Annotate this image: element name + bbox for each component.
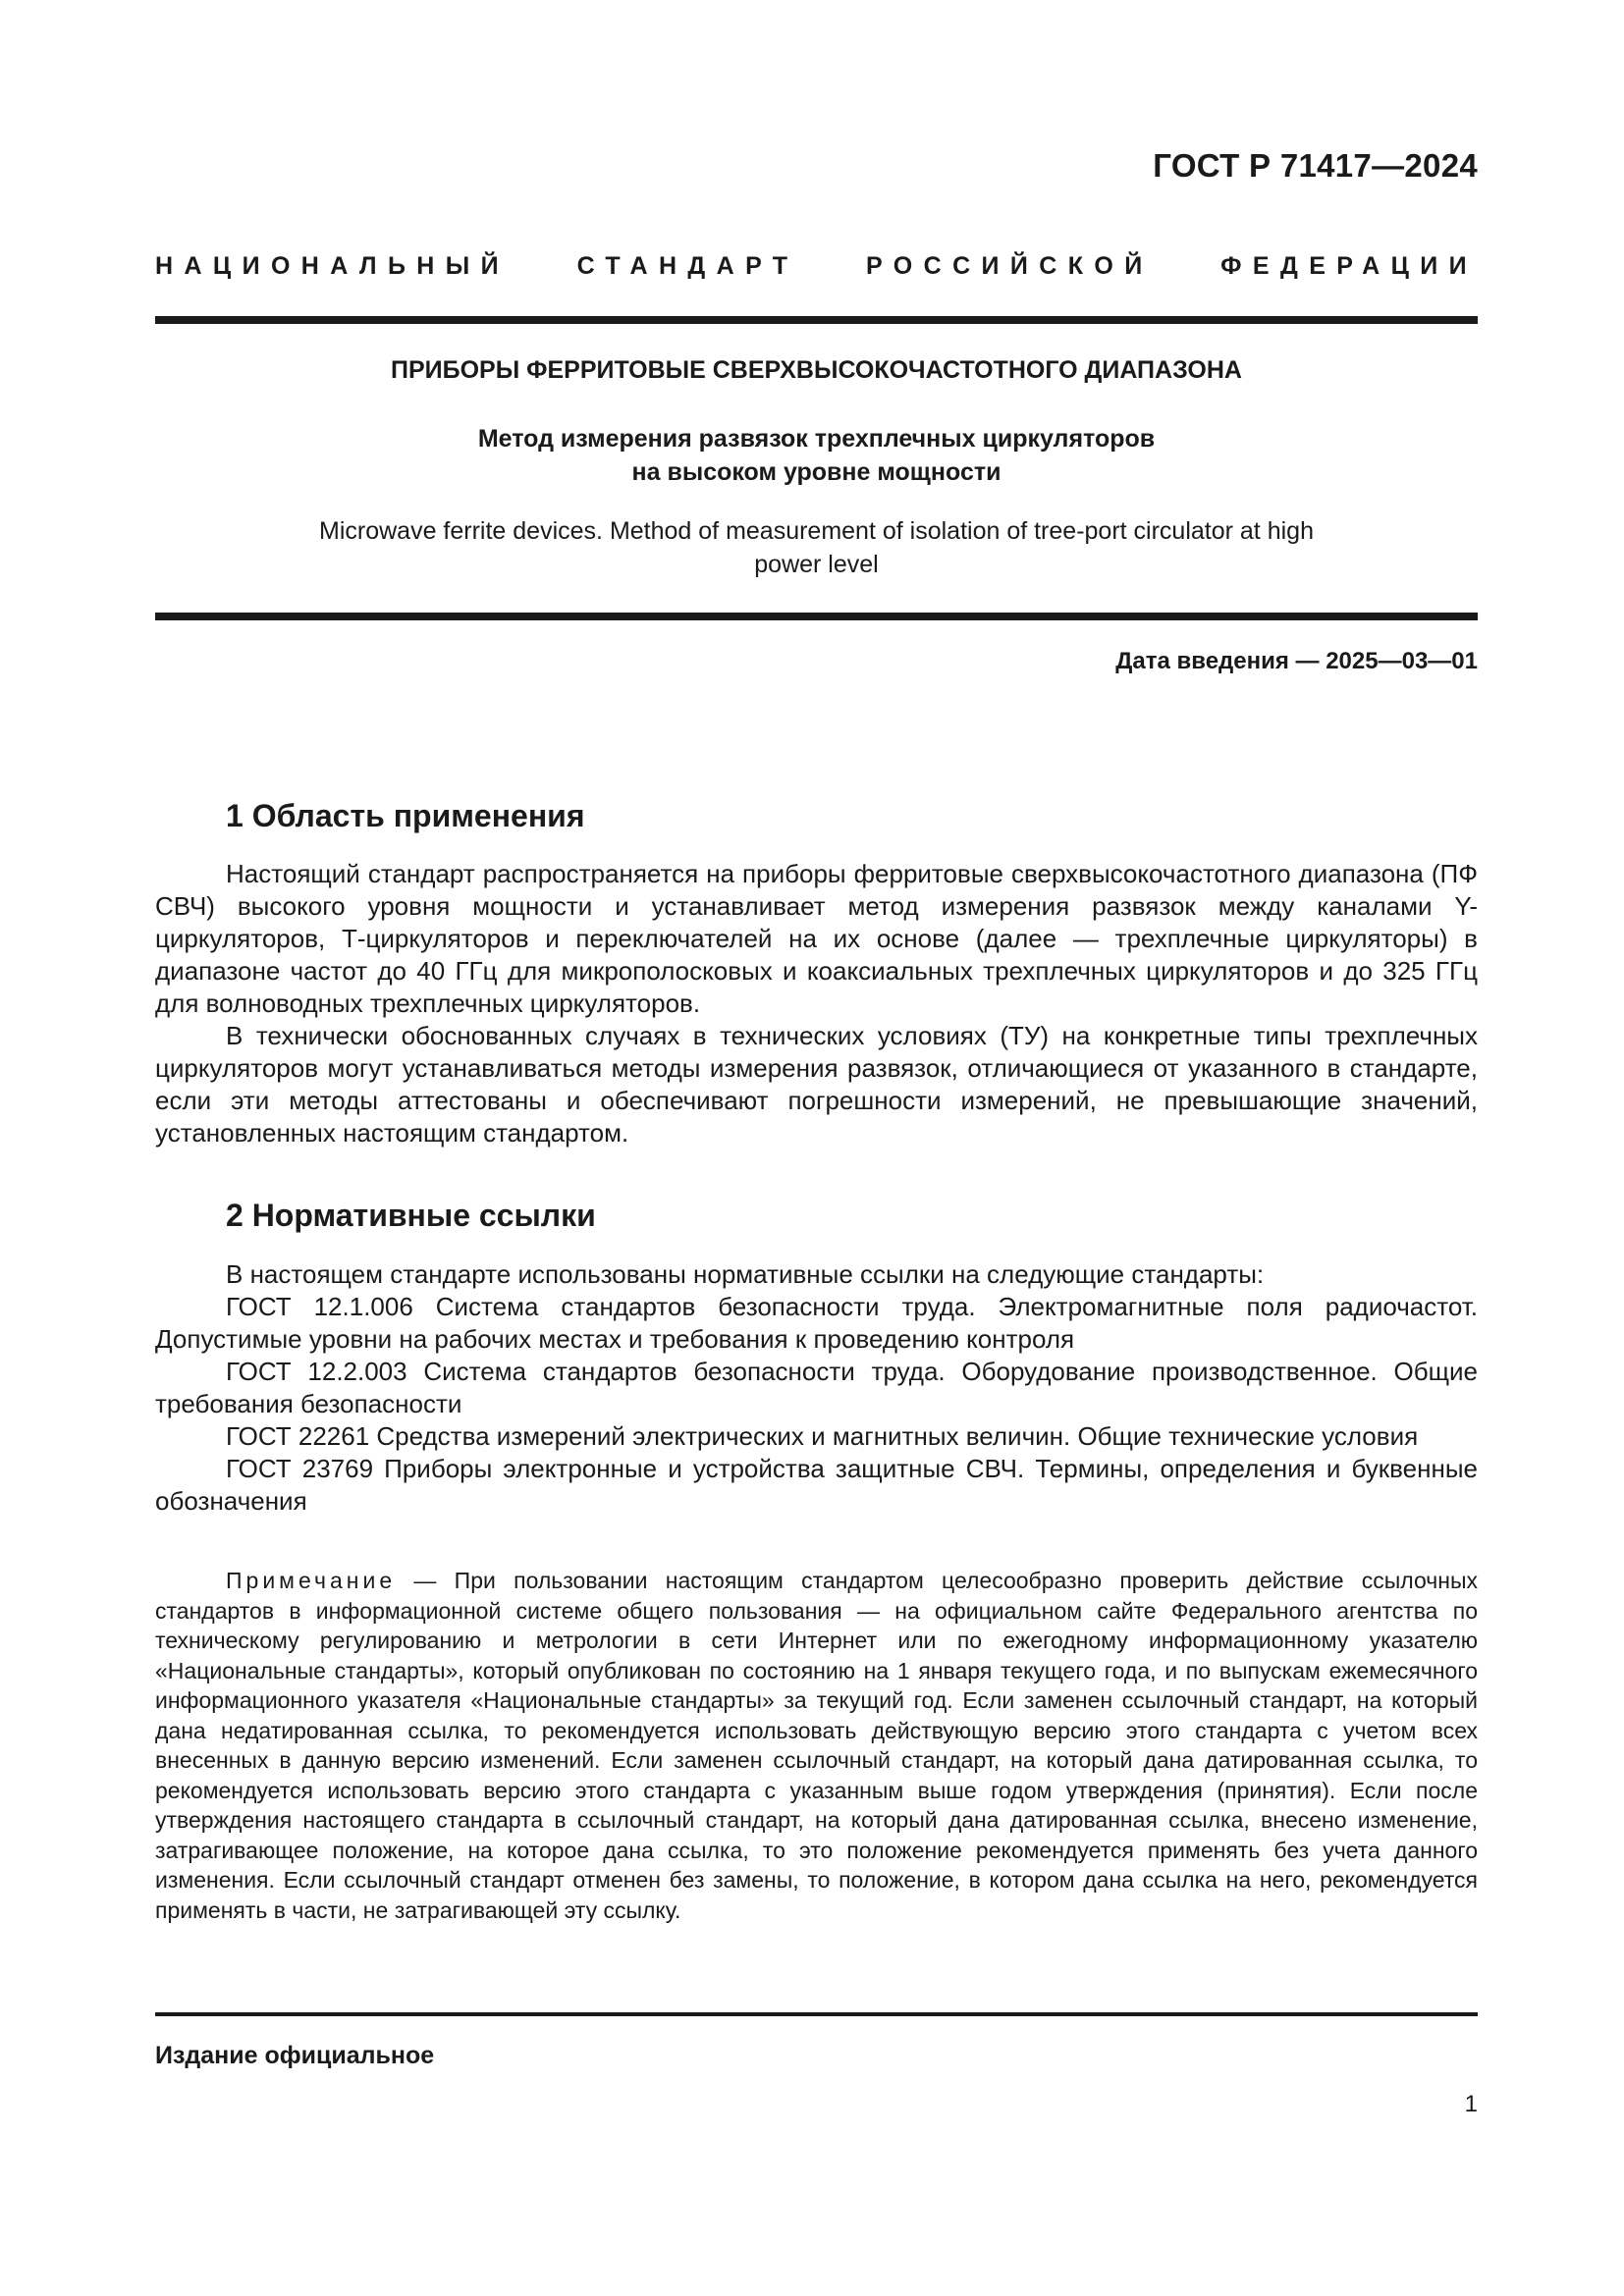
reference-item: ГОСТ 22261 Средства измерений электрических и магнитных величин. Общие технические условия	[226, 1421, 1419, 1451]
page-number: 1	[1464, 2091, 1478, 2117]
national-standard-header: НАЦИОНАЛЬНЫЙ СТАНДАРТ РОССИЙСКОЙ ФЕДЕРАЦИИ	[155, 252, 1478, 280]
section-1-body	[155, 858, 1478, 1149]
section-1-heading: 1 Область применения	[226, 798, 585, 833]
document-subtitle	[155, 422, 1478, 489]
section-2-body	[155, 1258, 1478, 1518]
english-title	[155, 514, 1478, 581]
english-title-line-1: Microwave ferrite devices. Method of measurement of isolation of tree-port circulator at high	[319, 517, 1314, 545]
note-text: — При пользовании настоящим стандартом целесообразно проверить действие ссылочных стандартов в информационной системе общего пользования — на официальном сайте Федерального агентства по техническому регулированию и метрологии в сети Интернет или по ежегодному информационному указателю «Национальные стандарты», который опубликован по состоянию на 1 января текущего года, и по выпускам ежемесячного информационного указателя «Национальные стандарты» за текущий год. Если заменен ссылочный стандарт, на который дана недатированная ссылка, то рекомендуется использовать действующую версию этого стандарта с учетом всех внесенных в данную версию изменений. Если заменен ссылочный стандарт, на который дана датированная ссылка, то рекомендуется использовать версию этого стандарта с указанным выше годом утверждения (принятия). Если после утверждения настоящего стандарта в ссылочный стандарт, на который дана датированная ссылка, внесено изменение, затрагивающее положение, на которое дана ссылка, то это положение рекомендуется применять без учета данного изменения. Если ссылочный стандарт отменен без замены, то положение, в котором дана ссылка на него, рекомендуется применять в части, не затрагивающей эту ссылку.	[155, 1568, 1478, 1923]
section-2-heading: 2 Нормативные ссылки	[226, 1198, 596, 1233]
reference-item: ГОСТ 23769 Приборы электронные и устройства защитные СВЧ. Термины, определения и буквенные обозначения	[155, 1454, 1478, 1516]
english-title-line-2: power level	[754, 551, 879, 578]
introduction-date: Дата введения — 2025—03—01	[1115, 648, 1478, 674]
section-2-note	[155, 1566, 1478, 1925]
footer-divider	[155, 2012, 1478, 2016]
reference-item: ГОСТ 12.1.006 Система стандартов безопасности труда. Электромагнитные поля радиочастот. Допустимые уровни на рабочих местах и требования к проведению контроля	[155, 1292, 1478, 1354]
official-edition-label: Издание официальное	[155, 2042, 435, 2069]
subtitle-line-2: на высоком уровне мощности	[631, 458, 1001, 486]
document-title: ПРИБОРЫ ФЕРРИТОВЫЕ СВЕРХВЫСОКОЧАСТОТНОГО ДИАПАЗОНА	[391, 356, 1242, 384]
section-1-paragraph: В технически обоснованных случаях в технических условиях (ТУ) на конкретные типы трехплечных циркуляторов могут устанавливаться методы измерения развязок, отличающиеся от указанного в стандарте, если эти методы аттестованы и обеспечивают погрешности измерений, не превышающие значений, установленных настоящим стандартом.	[155, 1021, 1478, 1148]
title-divider	[155, 613, 1478, 620]
reference-item: ГОСТ 12.2.003 Система стандартов безопасности труда. Оборудование производственное. Общие требования безопасности	[155, 1357, 1478, 1418]
section-1-paragraph: Настоящий стандарт распространяется на приборы ферритовые сверхвысокочастотного диапазона (ПФ СВЧ) высокого уровня мощности и устанавливает метод измерения развязок между каналами Y-циркуляторов, Т-циркуляторов и переключателей на их основе (далее — трехплечные циркуляторы) в диапазоне частот до 40 ГГц для микрополосковых и коаксиальных трехплечных циркуляторов и до 325 ГГц для волноводных трехплечных циркуляторов.	[155, 859, 1478, 1018]
top-divider	[155, 316, 1478, 324]
document-page	[155, 0, 1478, 2296]
note-label: Примечание	[226, 1568, 397, 1593]
subtitle-line-1: Метод измерения развязок трехплечных циркуляторов	[477, 425, 1156, 453]
section-2-paragraph: В настоящем стандарте использованы нормативные ссылки на следующие стандарты:	[226, 1259, 1265, 1289]
document-number: ГОСТ Р 71417—2024	[1153, 147, 1478, 184]
